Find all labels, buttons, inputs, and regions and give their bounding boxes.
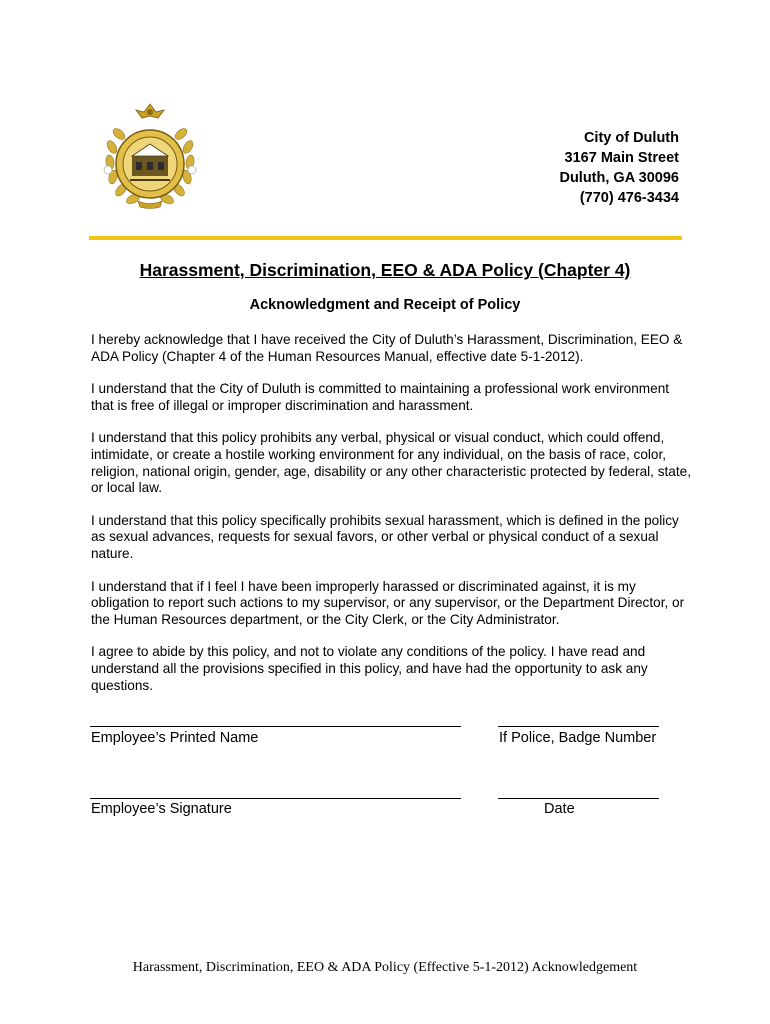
document-subtitle: Acknowledgment and Receipt of Policy — [249, 297, 521, 313]
document-title: Harassment, Discrimination, EEO & ADA Policy (Chapter 4) — [139, 260, 631, 280]
paragraph-sexual-harassment: I understand that this policy specifically prohibits sexual harassment, which is defined in the policy as sexual advances, requests for sexual favors, or other verbal or physical conduct of a sexual nature. — [91, 512, 679, 561]
paragraph-prohibited-conduct: I understand that this policy prohibits any verbal, physical or visual conduct, which could offend, intimidate, or create a hostile working environment for any individual, on the basis of race, color, religion, national origin, gender, age, disability or any other characteristic protected by federal, state, or local law. — [91, 430, 691, 496]
address-city-state-zip: Duluth, GA 30096 — [559, 170, 679, 186]
paragraph-reporting: I understand that if I feel I have been improperly harassed or discriminated against, it is my obligation to report such actions to my supervisor, or any supervisor, or the Department Director, or the Human Resources department, or the City Clerk, or the City Administrator. — [91, 578, 685, 627]
address-city-name: City of Duluth — [583, 130, 679, 146]
city-seal-icon — [100, 102, 200, 210]
paragraph-commitment: I understand that the City of Duluth is committed to maintaining a professional work environment that is free of illegal or improper discrimination and harassment. — [91, 381, 670, 413]
date-line[interactable] — [498, 798, 659, 799]
page-footer: Harassment, Discrimination, EEO & ADA Policy (Effective 5-1-2012) Acknowledgement — [132, 960, 638, 975]
date-label: Date — [544, 801, 575, 817]
signature-line[interactable] — [90, 798, 461, 799]
printed-name-label: Employee’s Printed Name — [91, 730, 259, 746]
paragraph-agreement: I agree to abide by this policy, and not to violate any conditions of the policy. I have read and understand all the provisions specified in this policy, and have had the opportunity to ask any questions. — [91, 644, 648, 693]
address-phone: (770) 476-3434 — [579, 190, 679, 206]
header-divider — [89, 236, 682, 240]
address-street: 3167 Main Street — [564, 150, 679, 166]
badge-number-label: If Police, Badge Number — [499, 730, 657, 746]
signature-label: Employee’s Signature — [91, 801, 232, 817]
city-address — [559, 128, 679, 208]
printed-name-line[interactable] — [90, 726, 461, 727]
paragraph-receipt: I hereby acknowledge that I have received the City of Duluth’s Harassment, Discrimination, EEO & ADA Policy (Chapter 4 of the Human Resources Manual, effective date 5-1-2012). — [91, 332, 683, 364]
policy-body — [91, 332, 691, 710]
badge-number-line[interactable] — [498, 726, 659, 727]
